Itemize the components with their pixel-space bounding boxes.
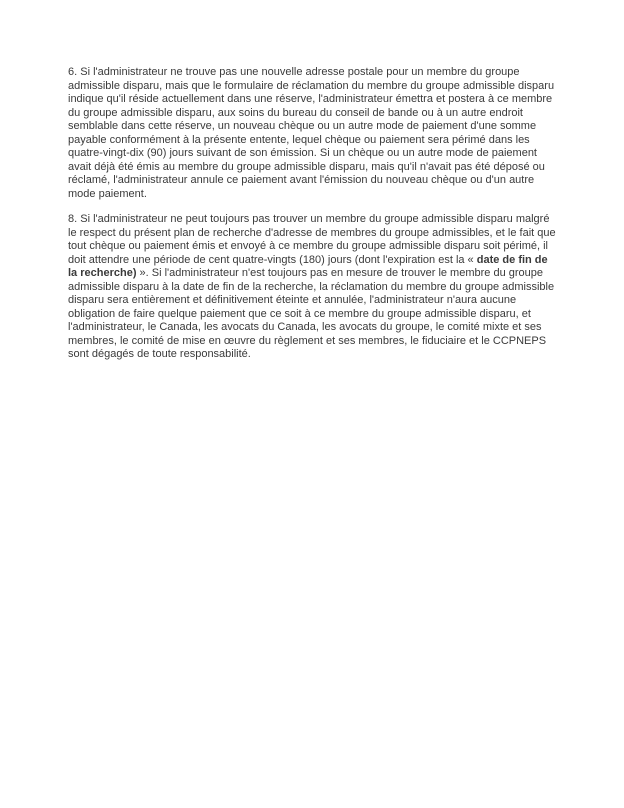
bold-text-run: date de fin de la recherche) bbox=[68, 253, 548, 279]
paragraph-6 bbox=[68, 66, 559, 201]
document-content bbox=[68, 66, 559, 374]
text-run: ». Si l'administrateur n'est toujours pas en mesure de trouver le membre du groupe admissible disparu à la date de fin de la recherche, la réclamation du membre du groupe admissible disparu sera entièrement et définitivement éteinte et annulée, l'administrateur n'aura aucune obligation de faire quelque paiement que ce soit à ce membre du groupe admissible disparu, et l'administrateur, le Canada, les avocats du Canada, les avocats du groupe, le comité mixte et ses membres, le comité de mise en œuvre du règlement et ses membres, le fiduciaire et le CCPNEPS sont dégagés de toute responsabilité. bbox=[68, 267, 555, 360]
text-run: 8. Si l'administrateur ne peut toujours pas trouver un membre du groupe admissible disparu malgré le respect du présent plan de recherche d'adresse de membres du groupe admissibles, et le fait que tout chèque ou paiement émis et envoyé à ce membre du groupe admissible disparu soit périmé, il doit attendre une période de cent quatre-vingts (180) jours (dont l'expiration est la « bbox=[68, 213, 556, 266]
paragraph-8 bbox=[68, 213, 559, 362]
text-run: 6. Si l'administrateur ne trouve pas une nouvelle adresse postale pour un membre du groupe admissible disparu, mais que le formulaire de réclamation du membre du groupe admissible disparu indique qu'il réside actuellement dans une réserve, l'administrateur émettra et postera à ce membre du groupe admissible disparu, aux soins du bureau du conseil de bande ou à un autre endroit semblable dans cette réserve, un nouveau chèque ou un autre mode de paiement d'une somme payable conformément à la présente entente, lequel chèque ou paiement sera périmé dans les quatre-vingt-dix (90) jours suivant de son émission. Si un chèque ou un autre mode de paiement avait déjà été émis au membre du groupe admissible disparu, mais qu'il n'avait pas été déposé ou réclamé, l'administrateur annule ce paiement avant l'émission du nouveau chèque ou d'un autre mode paiement. bbox=[68, 66, 555, 200]
